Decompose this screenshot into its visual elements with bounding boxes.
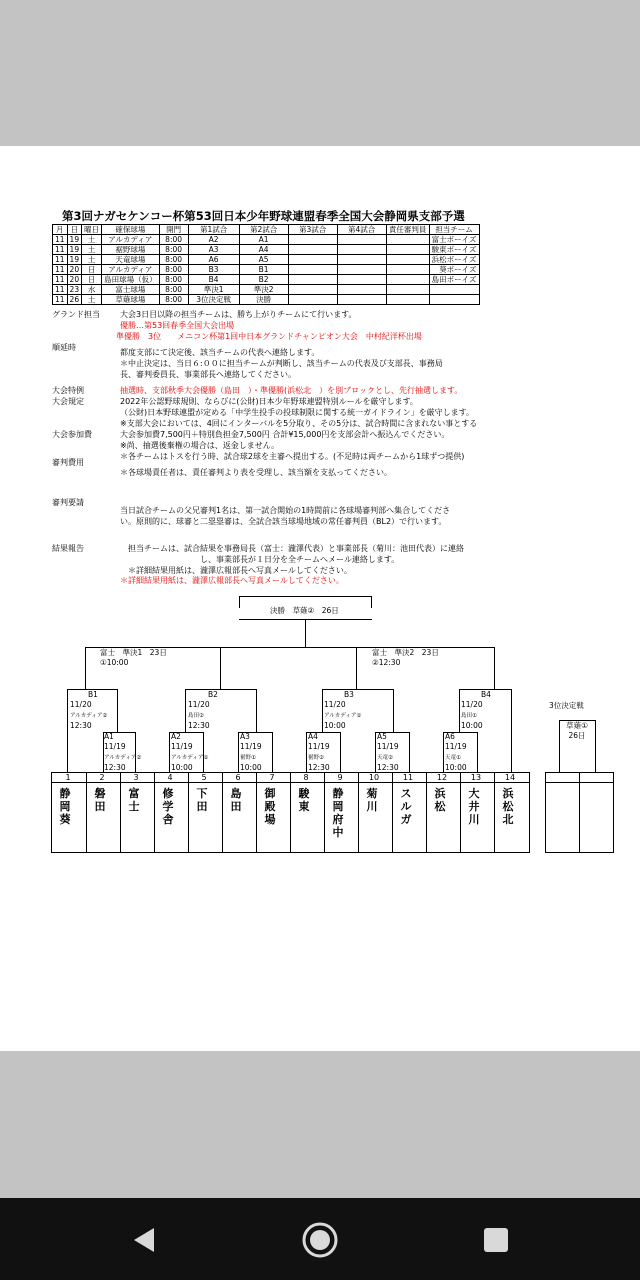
sanka-line-1: 大会参加費7,500円＋特別負担金7,500円 合計¥15,000円を支部会計へ振込んでください。 (120, 430, 450, 439)
match-a2: A2 11/19 アルカディア① 10:00 (171, 732, 209, 772)
table-row: 11 23 水 富士球場 8:00 準決1 準決2 (53, 285, 480, 295)
match-b3: B3 11/20 アルカディア① 10:00 (324, 690, 362, 730)
third-place-info: 草薙① 26日 (566, 721, 588, 740)
match-b1: B1 11/20 アルカディア② 12:30 (70, 690, 108, 730)
team-name: 御殿場 (264, 787, 276, 826)
team-name: 島田 (230, 787, 242, 813)
kekka-line-4: ＊詳細結果用紙は、瀧澤広報部長へ写真メールしてください。 (120, 576, 344, 585)
team-number: 4 (167, 773, 173, 782)
col-game2: 第2試合 (239, 225, 288, 235)
team-number: 7 (269, 773, 275, 782)
col-weekday: 曜日 (82, 225, 102, 235)
team-name: 駿東 (298, 787, 310, 813)
home-icon (300, 1220, 340, 1260)
kitei-line-3: ※支部大会においては、4回にインターバルを5分取り、その5分は、試合時間に含まれない事とする (120, 419, 478, 428)
match-b2: B2 11/20 島田② 12:30 (188, 690, 218, 730)
team-number: 3 (133, 773, 139, 782)
shinpan-hiyo-text: ＊各球場責任者は、責任審判より表を受理し、該当額を支払ってください。 (120, 468, 392, 477)
sanka-line-2: ※尚、抽選後棄権の場合は、返金しません。 (120, 441, 280, 450)
semifinal-1: 富士 準決1 23日 ①10:00 (100, 648, 167, 667)
table-row: 11 19 土 裾野球場 8:00 A3 A4 駿東ボーイズ (53, 245, 480, 255)
match-a1: A1 11/19 アルカディア② 12:30 (104, 732, 142, 772)
team-number: 8 (303, 773, 309, 782)
sanka-line-3: ＊各チームはトスを行う時、試合球2球を主審へ提出する。(不足時は両チームから1球ずつ提供) (120, 452, 465, 461)
home-button[interactable] (298, 1218, 342, 1262)
team-number: 5 (201, 773, 207, 782)
col-team: 担当チーム (429, 225, 479, 235)
table-row: 11 19 土 天竜球場 8:00 A6 A5 浜松ボーイズ (53, 255, 480, 265)
team-name: 静岡葵 (59, 787, 71, 826)
team-number: 1 (65, 773, 71, 782)
junen-line-3: 長、審判委員長、事業部長へ連絡してください。 (120, 370, 296, 379)
col-game4: 第4試合 (337, 225, 386, 235)
system-nav-bar (0, 1198, 640, 1280)
jun-yusho-note: 準優勝 3位 メニコン杯第1回中日本グランドチャンピオン大会 中村紀洋杯出場 (116, 332, 422, 341)
shinpan-yosei-label: 審判要請 (52, 498, 84, 507)
recents-icon (483, 1227, 509, 1253)
team-name: スルガ (400, 787, 412, 826)
team-name: 修学舎 (162, 787, 174, 826)
col-day: 日 (67, 225, 82, 235)
third-place-box (545, 772, 614, 853)
shinpan-hiyo-label: 審判費用 (52, 458, 84, 467)
team-number: 14 (504, 773, 516, 782)
third-place-title: 3位決定戦 (549, 701, 584, 710)
tokurei-text: 抽選時、支部秋季大会優勝（島田 ）・準優勝(浜松北 ）を別ブロックとし、先行抽選します。 (120, 386, 463, 395)
match-a6: A6 11/19 天竜① 10:00 (445, 732, 467, 772)
match-b4: B4 11/20 島田① 10:00 (461, 690, 491, 730)
team-name: 静岡府中 (332, 787, 344, 839)
col-game3: 第3試合 (288, 225, 337, 235)
kitei-line-2: （公財)日本野球連盟が定める「中学生投手の投球制限に関する統一ガイドライン」を厳守します。 (120, 408, 474, 417)
team-name: 大井川 (468, 787, 480, 826)
shinpan-yosei-line-1: 当日試合チームの父兄審判1名は、第一試合開始の1時間前に各球場審判部へ集合してくださ (120, 506, 451, 515)
yusho-note: 優勝…第53回春季全国大会出場 (120, 321, 235, 330)
team-name: 下田 (196, 787, 208, 813)
col-umpire: 責任審判員 (386, 225, 429, 235)
team-number: 13 (470, 773, 482, 782)
team-number: 12 (436, 773, 448, 782)
team-number: 9 (337, 773, 343, 782)
schedule-header-row (53, 225, 480, 235)
table-row: 11 26 土 草薙球場 8:00 3位決定戦 決勝 (53, 295, 480, 305)
final-label: 決勝 草薙② 26日 (270, 606, 339, 615)
kitei-label: 大会規定 (52, 397, 84, 406)
team-name: 磐田 (94, 787, 106, 813)
match-a5: A5 11/19 天竜② 12:30 (377, 732, 399, 772)
tokurei-label: 大会特例 (52, 386, 84, 395)
sanka-label: 大会参加費 (52, 430, 92, 439)
table-row: 11 19 土 アルカディア 8:00 A2 A1 富士ボーイズ (53, 235, 480, 245)
junen-line-1: 都度支部にて決定後、該当チームの代表へ連絡します。 (120, 348, 320, 357)
team-name: 菊川 (366, 787, 378, 813)
junen-line-2: ＊中止決定は、当日６:００に担当チームが判断し、該当チームの代表及び支部長、事務局 (120, 359, 443, 368)
team-name: 富士 (128, 787, 140, 813)
viewer-top-bar (0, 0, 640, 146)
team-name: 浜松 (434, 787, 446, 813)
kekka-line-2: し、事業部長が１日分を全チームへメール連絡します。 (200, 555, 400, 564)
team-number: 2 (99, 773, 105, 782)
team-grid (51, 772, 530, 853)
grand-text: 大会3日目以降の担当チームは、勝ち上がりチームにて行います。 (120, 310, 357, 319)
schedule-table (52, 224, 480, 305)
kitei-line-1: 2022年公認野球規則、ならびに(公財)日本少年野球連盟特別ルールを厳守します。 (120, 397, 418, 406)
page-title: 第3回ナガセケンコー杯第53回日本少年野球連盟春季全国大会静岡県支部予選 (62, 209, 465, 223)
table-row: 11 20 日 島田球場（仮） 8:00 B4 B2 島田ボーイズ (53, 275, 480, 285)
team-number: 10 (368, 773, 380, 782)
col-month: 月 (53, 225, 68, 235)
match-a3: A3 11/19 裾野① 10:00 (240, 732, 262, 772)
col-game1: 第1試合 (188, 225, 239, 235)
kekka-line-1: 担当チームは、試合結果を事務局長（富士：瀧澤代表）と事業部長（菊川：池田代表）に連絡 (128, 544, 464, 553)
team-name: 浜松北 (502, 787, 514, 826)
shinpan-yosei-line-2: い。原則的に、球審と二塁塁審は、全試合該当球場地域の常任審判員（BL2）で行います。 (120, 517, 447, 526)
recents-button[interactable] (474, 1218, 518, 1262)
table-row: 11 20 日 アルカディア 8:00 B3 B1 葵ボーイズ (53, 265, 480, 275)
back-icon (132, 1226, 156, 1254)
team-number: 11 (402, 773, 414, 782)
grand-label: グランド担当 (52, 310, 100, 319)
semifinal-2: 富士 準決2 23日 ②12:30 (372, 648, 439, 667)
match-a4: A4 11/19 裾野② 12:30 (308, 732, 330, 772)
kekka-label: 結果報告 (52, 544, 84, 553)
col-venue: 確保球場 (102, 225, 160, 235)
viewer-bottom-bar (0, 1051, 640, 1198)
team-number: 6 (235, 773, 241, 782)
junen-label: 順延時 (52, 343, 76, 352)
kekka-line-3: ＊詳細結果用紙は、瀧澤広報部長へ写真メールしてください。 (128, 566, 352, 575)
back-button[interactable] (122, 1218, 166, 1262)
col-open: 開門 (159, 225, 188, 235)
document-page (0, 146, 640, 1051)
